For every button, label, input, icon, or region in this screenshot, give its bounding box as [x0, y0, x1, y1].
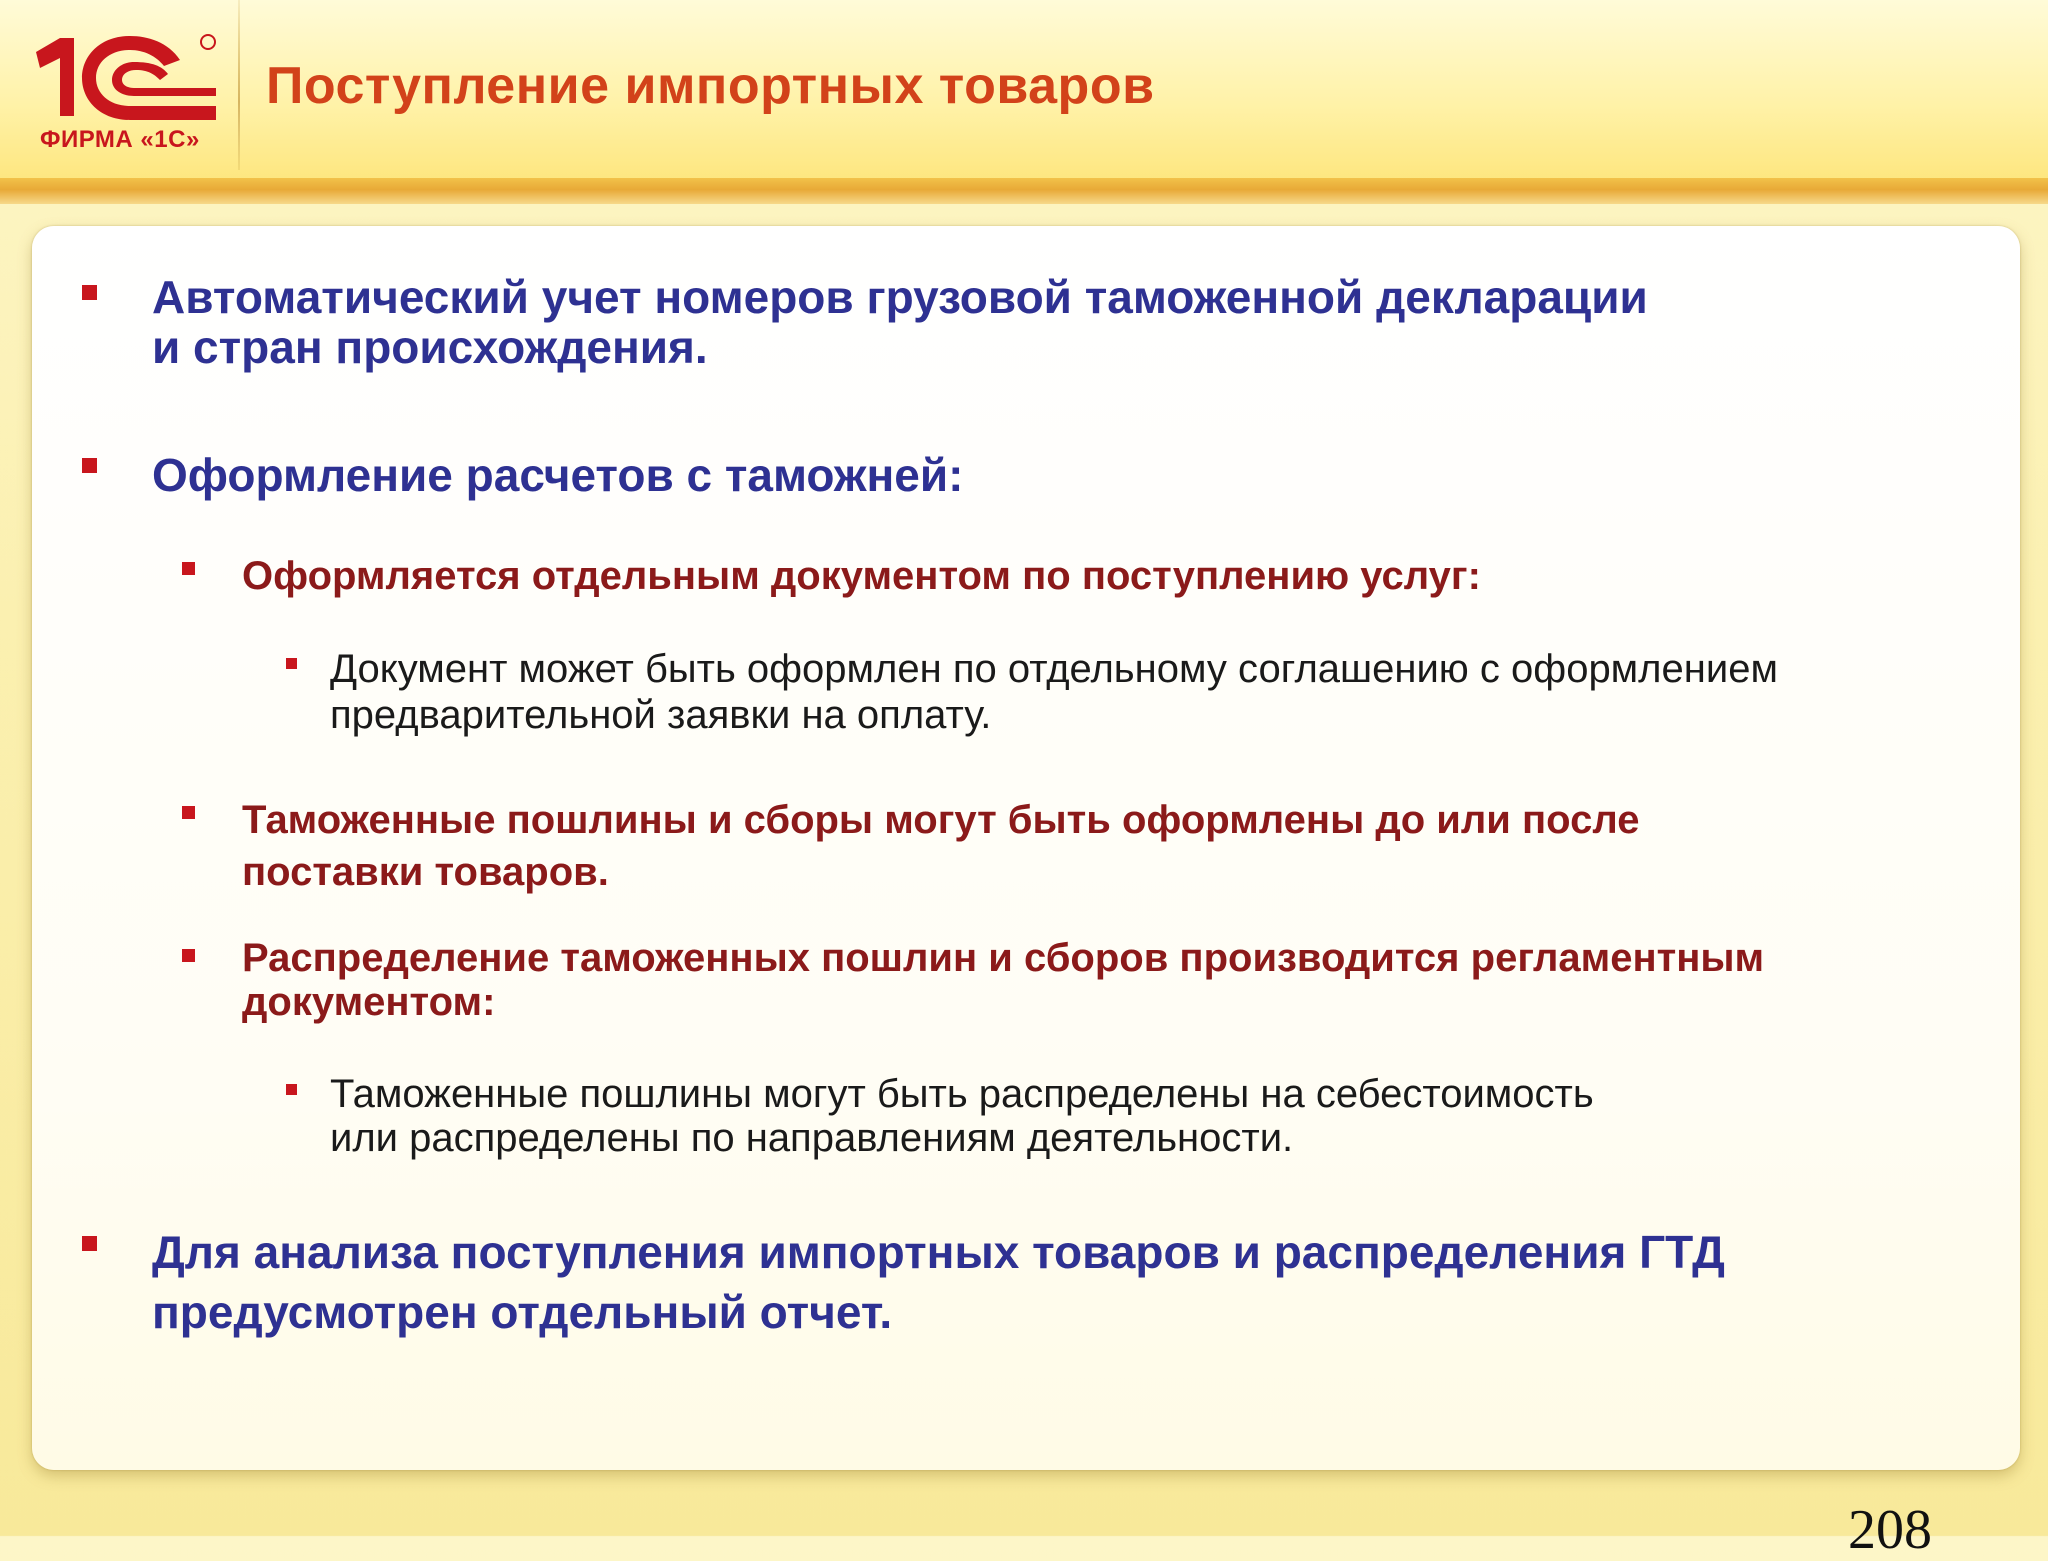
header-divider	[238, 0, 240, 170]
square-bullet-icon	[82, 285, 97, 300]
bullet-text: Таможенные пошлины могут быть распределены на себестоимость или распределены по направлениям деятельности.	[330, 1072, 1594, 1160]
bullet-text: Распределение таможенных пошлин и сборов производится регламентным документом:	[242, 936, 1765, 1024]
square-bullet-icon	[182, 806, 195, 819]
bullet-text: Автоматический учет номеров грузовой таможенной декларации и стран происхождения.	[152, 271, 1648, 373]
bullet-text: Оформляется отдельным документом по поступлению услуг:	[242, 554, 1481, 598]
header-band	[0, 178, 2048, 204]
bullet-text: Таможенные пошлины и сборы могут быть оформлены до или после поставки товаров.	[242, 798, 1640, 894]
bullet-text: Для анализа поступления импортных товаров и распределения ГТД предусмотрен отдельный отчет.	[152, 1226, 1725, 1338]
page-number: 208	[1848, 1499, 1932, 1561]
slide-title: Поступление импортных товаров	[266, 57, 1155, 115]
content-panel	[32, 226, 2020, 1470]
bullet-text: Документ может быть оформлен по отдельному соглашению с оформлением предварительной заявки на оплату.	[330, 647, 1778, 737]
slide-header	[0, 0, 2048, 190]
logo-caption: ФИРМА «1С»	[40, 126, 200, 153]
square-bullet-icon	[182, 562, 195, 575]
bullet-text: Оформление расчетов с таможней:	[152, 449, 964, 501]
square-bullet-icon	[286, 658, 297, 669]
square-bullet-icon	[182, 949, 195, 962]
square-bullet-icon	[286, 1084, 297, 1095]
square-bullet-icon	[82, 458, 97, 473]
square-bullet-icon	[82, 1236, 97, 1251]
